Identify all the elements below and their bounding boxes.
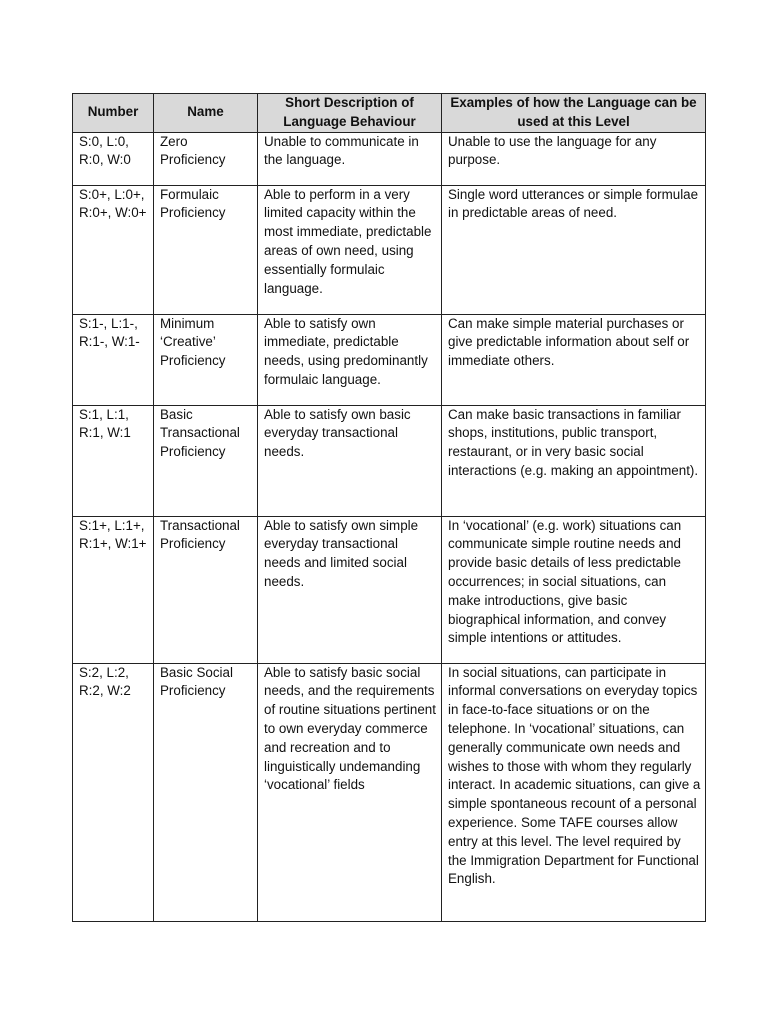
cell-number: S:1-, L:1-, R:1-, W:1- [73, 314, 154, 405]
cell-number: S:0, L:0, R:0, W:0 [73, 132, 154, 185]
cell-name: Transactional Proficiency [154, 516, 258, 663]
cell-description: Able to perform in a very limited capacity within the most immediate, predictable areas of own need, using essentially formulaic language. [258, 185, 442, 314]
cell-examples: In social situations, can participate in informal conversations on everyday topics in face-to-face situations or on the telephone. In ‘vocational’ situations, can generally communicate own needs and wishes to those with whom they regularly interact. In academic situations, can give a simple spontaneous recount of a personal experience. Some TAFE courses allow entry at this level. The level required by the Immigration Department for Functional English. [442, 663, 706, 921]
table-row [73, 405, 706, 516]
table-header [73, 94, 706, 133]
cell-number: S:1, L:1, R:1, W:1 [73, 405, 154, 516]
cell-examples: In ‘vocational’ (e.g. work) situations can communicate simple routine needs and provide basic details of less predictable occurrences; in social situations, can make introductions, give basic biographical information, and convey simple intentions or attitudes. [442, 516, 706, 663]
cell-name: Basic Transactional Proficiency [154, 405, 258, 516]
cell-number: S:2, L:2, R:2, W:2 [73, 663, 154, 921]
cell-name: Formulaic Proficiency [154, 185, 258, 314]
cell-number: S:0+, L:0+, R:0+, W:0+ [73, 185, 154, 314]
table-row [73, 663, 706, 921]
cell-name: Zero Proficiency [154, 132, 258, 185]
cell-description: Able to satisfy own simple everyday transactional needs and limited social needs. [258, 516, 442, 663]
cell-description: Unable to communicate in the language. [258, 132, 442, 185]
header-short-description: Short Description of Language Behaviour [258, 94, 442, 133]
table-row [73, 516, 706, 663]
cell-number: S:1+, L:1+, R:1+, W:1+ [73, 516, 154, 663]
cell-examples: Can make basic transactions in familiar shops, institutions, public transport, restaurant, or in very basic social interactions (e.g. making an appointment). [442, 405, 706, 516]
cell-name: Basic Social Proficiency [154, 663, 258, 921]
cell-examples: Single word utterances or simple formulae in predictable areas of need. [442, 185, 706, 314]
header-number: Number [73, 94, 154, 133]
table-body [73, 132, 706, 921]
table-row [73, 132, 706, 185]
cell-description: Able to satisfy basic social needs, and the requirements of routine situations pertinent to own everyday commerce and recreation and to linguistically undemanding ‘vocational’ fields [258, 663, 442, 921]
table-row [73, 185, 706, 314]
cell-examples: Can make simple material purchases or give predictable information about self or immediate others. [442, 314, 706, 405]
cell-name: Minimum ‘Creative’ Proficiency [154, 314, 258, 405]
cell-examples: Unable to use the language for any purpose. [442, 132, 706, 185]
cell-description: Able to satisfy own basic everyday transactional needs. [258, 405, 442, 516]
table-row [73, 314, 706, 405]
cell-description: Able to satisfy own immediate, predictable needs, using predominantly formulaic language. [258, 314, 442, 405]
header-row [73, 94, 706, 133]
proficiency-table [72, 93, 706, 922]
header-examples: Examples of how the Language can be used at this Level [442, 94, 706, 133]
header-name: Name [154, 94, 258, 133]
